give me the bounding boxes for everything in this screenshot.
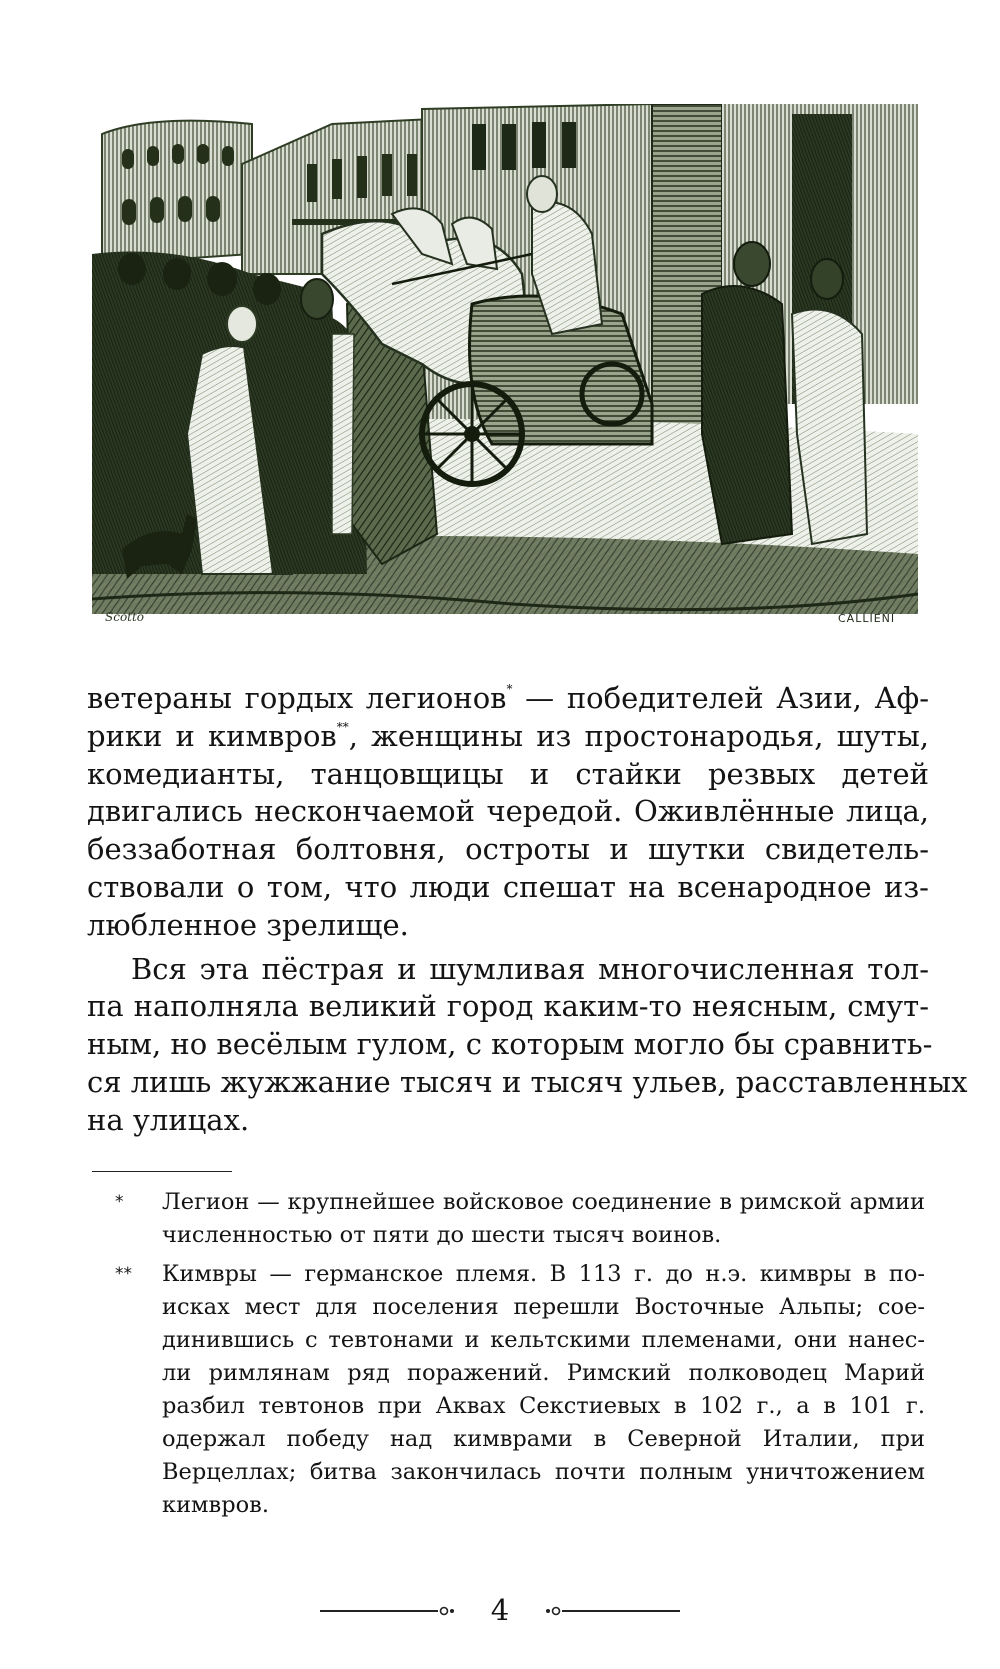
footnote-legion <box>100 1186 925 1252</box>
body-text <box>87 680 968 1140</box>
ornament-right-icon <box>545 1606 680 1616</box>
footnote-mark: * <box>115 1192 124 1212</box>
footnote-cimbri <box>100 1258 925 1522</box>
footnotes <box>100 1186 925 1522</box>
text-line: двигались нескончаемой чередой. Оживлённые лица, <box>87 794 929 829</box>
footnote-line: одержал победу над кимврами в Северной Италии, при <box>162 1426 925 1452</box>
text-line: ся лишь жужжание тысяч и тысяч ульев, расставленных <box>87 1064 968 1099</box>
footnote-line: численностью от пяти до шести тысяч воинов. <box>162 1222 722 1248</box>
footnote-line: ли римлянам ряд поражений. Римский полководец Марий <box>162 1360 925 1386</box>
engraver-signature-left: Scotto <box>105 610 145 624</box>
footnote-ref[interactable]: * <box>506 682 513 696</box>
text-line: па наполняла великий город каким-то неясным, смут- <box>87 989 929 1024</box>
footnote-divider <box>92 1171 232 1172</box>
page-number-area <box>0 1590 1000 1630</box>
footnote-line: разбил тевтонов при Аквах Секстиевых в 102 г., а в 101 г. <box>162 1393 925 1419</box>
text-line: рики и кимвров**, женщины из простонародья, шуты, <box>87 718 929 753</box>
page-number: 4 <box>490 1593 510 1627</box>
footnote-line: кимвров. <box>162 1492 269 1518</box>
ornament-left-icon <box>320 1606 455 1616</box>
footnote-ref[interactable]: ** <box>336 719 349 734</box>
footnote-line: Легион — крупнейшее войсковое соединение в римской армии <box>162 1189 925 1215</box>
text-line: беззаботная болтовня, остроты и шутки свидетель- <box>87 832 929 867</box>
footnote-line: Верцеллах; битва закончилась почти полным уничтожением <box>162 1459 925 1485</box>
text-line: ветераны гордых легионов* — победителей Азии, Аф- <box>87 681 930 715</box>
text-line: Вся эта пёстрая и шумливая многочисленная тол- <box>131 951 929 986</box>
text-line: комедианты, танцовщицы и стайки резвых детей <box>87 756 929 791</box>
footnote-line: динившись с тевтонами и кельтскими племенами, они нанес- <box>162 1327 925 1353</box>
text-line: на улицах. <box>87 1102 250 1137</box>
footnote-line: исках мест для поселения перешли Восточные Альпы; сое- <box>162 1294 925 1320</box>
engraver-signature-right: CALLIENI <box>838 612 896 625</box>
footnote-line: Кимвры — германское племя. В 113 г. до н.э. кимвры в по- <box>162 1261 925 1287</box>
text-line: любленное зрелище. <box>87 907 409 942</box>
text-line: ным, но весёлым гулом, с которым могло бы сравнить- <box>87 1027 933 1062</box>
text-line: ствовали о том, что люди спешат на всенародное из- <box>87 869 929 904</box>
engraving-illustration <box>92 104 918 664</box>
footnote-mark: ** <box>115 1264 132 1284</box>
